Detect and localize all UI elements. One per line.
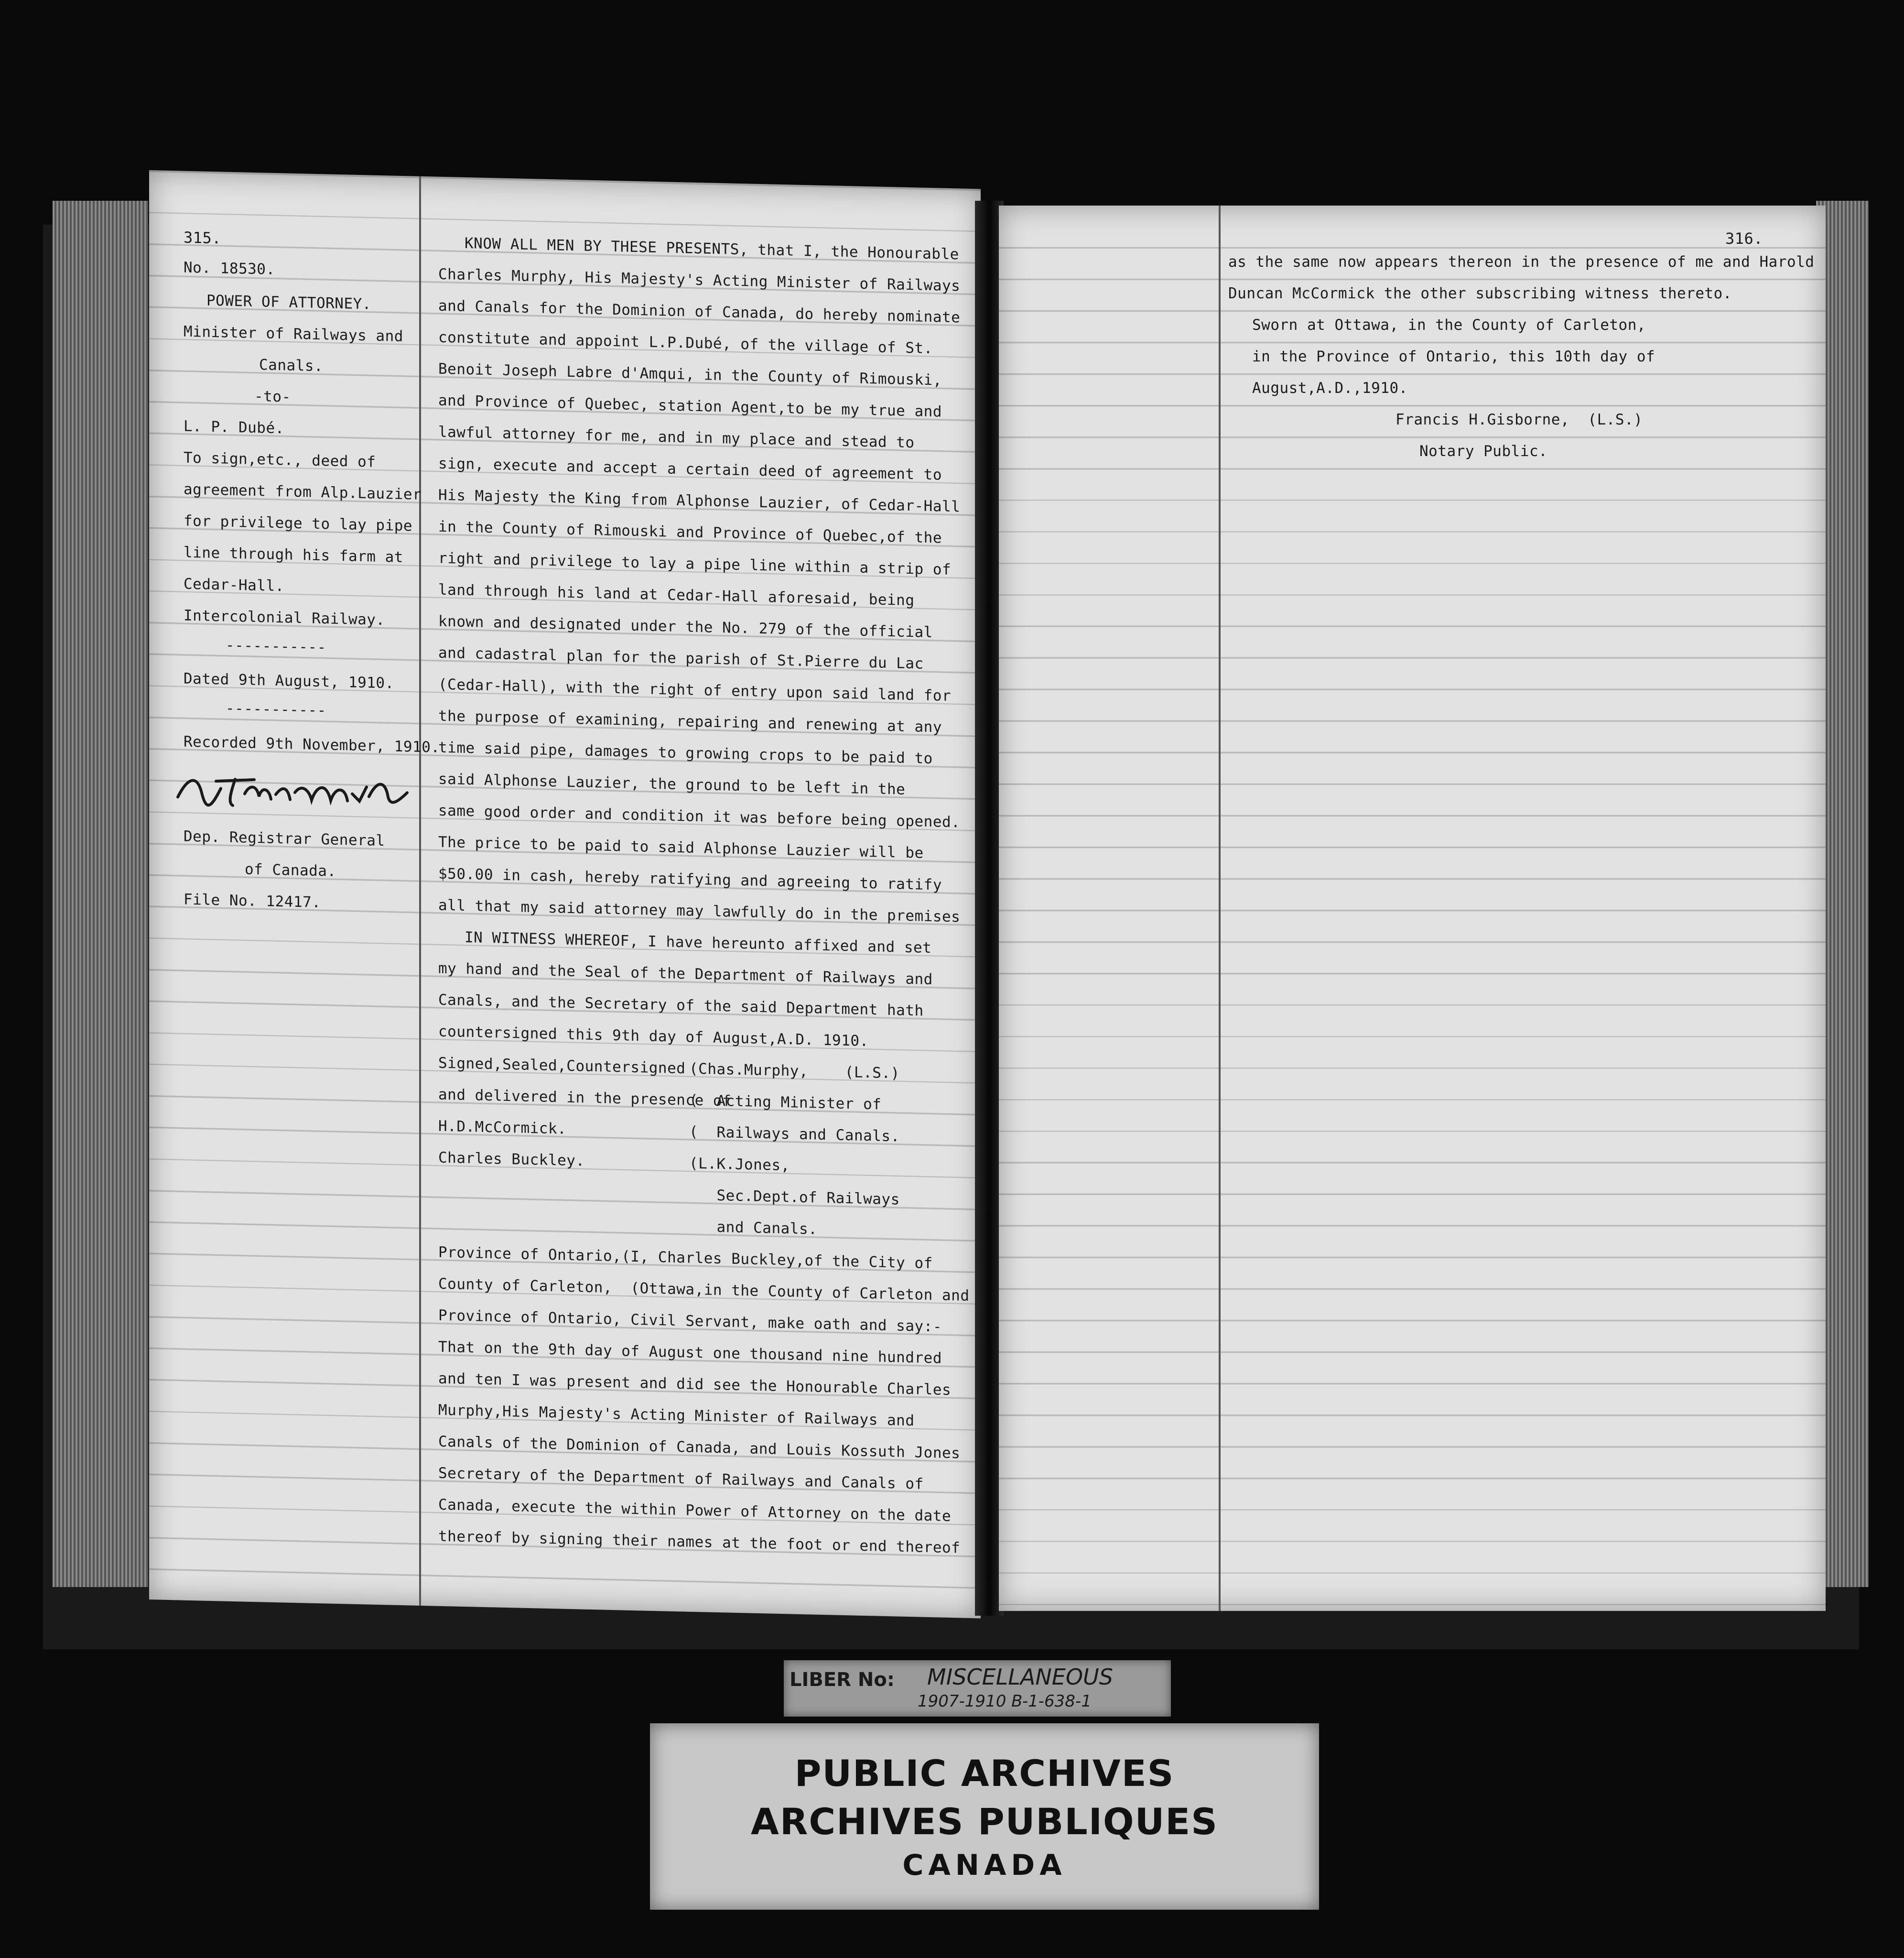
signatory-line: ( Acting Minister of <box>689 1091 882 1113</box>
liber-handwritten-title: MISCELLANEOUS <box>927 1664 1113 1690</box>
body-line: $50.00 in cash, hereby ratifying and agreeing to ratify <box>438 865 942 894</box>
margin-line: Intercolonial Railway. <box>184 607 385 629</box>
signatory-line: and Canals. <box>689 1218 818 1238</box>
body-line: my hand and the Seal of the Department of Railways and <box>438 959 933 989</box>
witness-line: Signed,Sealed,Countersigned <box>438 1054 686 1077</box>
file-number: File No. 12417. <box>184 891 321 912</box>
margin-rule <box>1219 206 1221 1611</box>
body-line: Canals, and the Secretary of the said Department hath <box>438 991 924 1020</box>
body-line: KNOW ALL MEN BY THESE PRESENTS, that I, the Honourable <box>465 234 959 263</box>
affidavit-line: Canada, execute the within Power of Attorney on the date <box>438 1496 952 1525</box>
witness-line: and delivered in the presence of <box>438 1086 732 1110</box>
body-line: sign, execute and accept a certain deed of agreement to <box>438 455 942 484</box>
margin-line: L. P. Dubé. <box>184 417 284 437</box>
margin-line: To sign,etc., deed of <box>184 449 376 471</box>
registrar-signature <box>173 763 412 821</box>
body-line: and cadastral plan for the parish of St.Pierre du Lac <box>438 644 924 673</box>
affidavit-line: Murphy,His Majesty's Acting Minister of Railways and <box>438 1401 915 1430</box>
affidavit-line: thereof by signing their names at the foot or end thereof <box>438 1527 961 1557</box>
body-line: Charles Murphy, His Majesty's Acting Minister of Railways <box>438 265 961 295</box>
archive-stamp-line-2: ARCHIVES PUBLIQUES <box>751 1800 1218 1843</box>
body-line: constitute and appoint L.P.Dubé, of the village of St. <box>438 328 933 358</box>
affidavit-line: Canals of the Dominion of Canada, and Louis Kossuth Jones <box>438 1433 961 1462</box>
body-line: right and privilege to lay a pipe line within a strip of <box>438 549 952 579</box>
right-page <box>999 206 1826 1611</box>
body-line: known and designated under the No. 279 of the official <box>438 612 933 642</box>
body-line: in the Province of Ontario, this 10th day of <box>1252 348 1655 365</box>
body-line: countersigned this 9th day of August,A.D. 1910. <box>438 1023 869 1050</box>
body-line: and Canals for the Dominion of Canada, do hereby nominate <box>438 297 961 326</box>
margin-divider: ----------- <box>226 699 326 719</box>
witness-line: H.D.McCormick. <box>438 1117 567 1138</box>
margin-line: for privilege to lay pipe <box>184 512 413 535</box>
body-line: and Province of Quebec, station Agent,to be my true and <box>438 392 942 421</box>
signatory-line: (Chas.Murphy, (L.S.) <box>689 1060 900 1082</box>
body-line: same good order and condition it was before being opened. <box>438 802 961 831</box>
affidavit-line: County of Carleton, (Ottawa,in the County of Carleton and <box>438 1275 970 1305</box>
left-page <box>149 170 981 1618</box>
page-number: 315. <box>184 228 222 248</box>
margin-line: line through his farm at <box>184 544 403 566</box>
margin-line: Cedar-Hall. <box>184 575 284 595</box>
body-line: all that my said attorney may lawfully do in the premises <box>438 896 961 926</box>
signatory-line: (L.K.Jones, <box>689 1154 790 1175</box>
body-line: Benoit Joseph Labre d'Amqui, in the County of Rimouski, <box>438 360 942 389</box>
body-line: Duncan McCormick the other subscribing witness thereto. <box>1228 285 1732 302</box>
margin-rule <box>419 176 421 1606</box>
liber-prefix: LIBER No: <box>790 1669 895 1691</box>
body-line: The price to be paid to said Alphonse Lauzier will be <box>438 833 924 862</box>
liber-label <box>784 1660 1171 1717</box>
archive-stamp <box>650 1723 1319 1910</box>
liber-handwritten-ref: 1907-1910 B-1-638-1 <box>918 1692 1092 1711</box>
affidavit-line: Province of Ontario,(I, Charles Buckley,of the City of <box>438 1243 933 1273</box>
affidavit-line: Province of Ontario, Civil Servant, make oath and say:- <box>438 1306 942 1336</box>
margin-line: Canals. <box>259 356 324 375</box>
affidavit-line: Secretary of the Department of Railways and Canals of <box>438 1464 924 1493</box>
archive-stamp-line-1: PUBLIC ARCHIVES <box>794 1752 1175 1795</box>
witness-line: Charles Buckley. <box>438 1149 585 1170</box>
affidavit-line: and ten I was present and did see the Honourable Charles <box>438 1370 952 1399</box>
margin-divider: ----------- <box>226 636 326 656</box>
body-line: time said pipe, damages to growing crops to be paid to <box>438 739 933 768</box>
body-line: as the same now appears thereon in the presence of me and Harold <box>1228 253 1815 271</box>
body-line: (Cedar-Hall), with the right of entry upon said land for <box>438 675 952 705</box>
recorded-line: Recorded 9th November, 1910. <box>184 733 440 756</box>
body-line: the purpose of examining, repairing and renewing at any <box>438 707 942 736</box>
body-line: His Majesty the King from Alphonse Lauzier, of Cedar-Hall <box>438 486 961 516</box>
signatory-line: Sec.Dept.of Railways <box>689 1186 900 1208</box>
record-number: No. 18530. <box>184 259 275 278</box>
body-line: IN WITNESS WHEREOF, I have hereunto affixed and set <box>465 928 932 957</box>
margin-line: agreement from Alp.Lauzier <box>184 480 422 503</box>
document-type: POWER OF ATTORNEY. <box>206 292 371 313</box>
archive-stamp-line-3: CANADA <box>902 1849 1067 1882</box>
body-line: lawful attorney for me, and in my place and stead to <box>438 423 915 452</box>
notary-title: Notary Public. <box>1419 443 1548 460</box>
registrar-title: Dep. Registrar General <box>184 827 385 850</box>
left-page-edges <box>53 201 148 1587</box>
body-line: Sworn at Ottawa, in the County of Carleton, <box>1252 316 1646 334</box>
registrar-title-2: of Canada. <box>245 860 336 880</box>
affidavit-line: That on the 9th day of August one thousand nine hundred <box>438 1338 942 1367</box>
body-line: in the County of Rimouski and Province of Quebec,of the <box>438 518 942 547</box>
margin-line: Minister of Railways and <box>184 323 403 346</box>
dated-line: Dated 9th August, 1910. <box>184 670 394 692</box>
page-number: 316. <box>1725 229 1763 248</box>
body-line: land through his land at Cedar-Hall aforesaid, being <box>438 581 915 609</box>
body-line: August,A.D.,1910. <box>1252 380 1408 397</box>
body-line: said Alphonse Lauzier, the ground to be left in the <box>438 770 906 798</box>
margin-line: -to- <box>254 387 291 406</box>
notary-signature: Francis H.Gisborne, (L.S.) <box>1396 411 1643 428</box>
signatory-line: ( Railways and Canals. <box>689 1123 900 1145</box>
